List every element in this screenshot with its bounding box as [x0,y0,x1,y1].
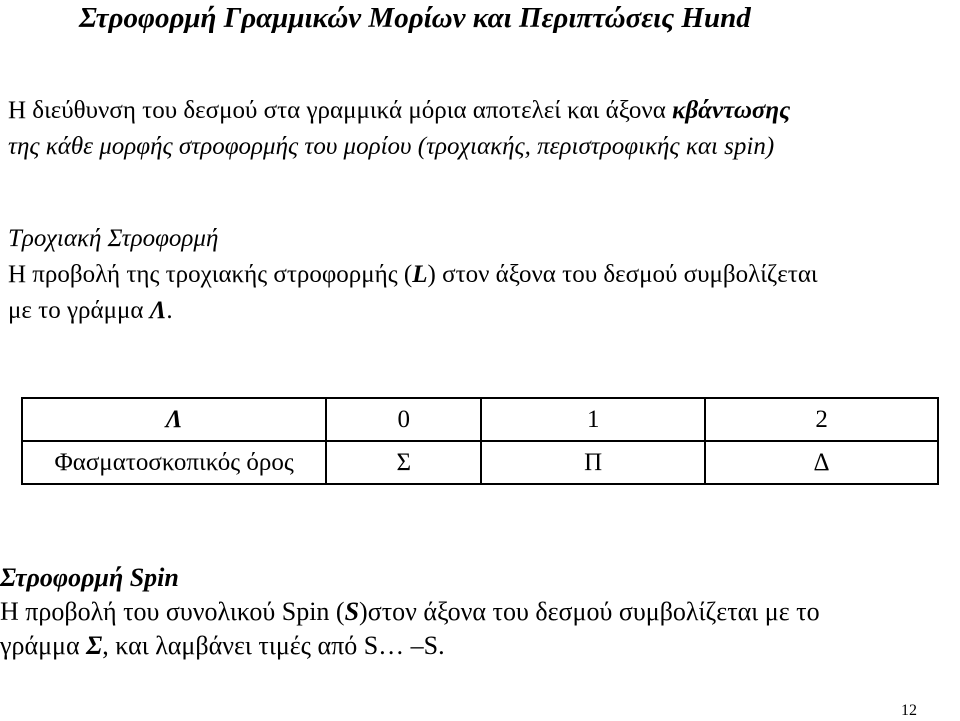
symbol-S: S [344,597,360,626]
page-number: 12 [901,702,917,719]
spin-text: γράμμα [0,631,87,660]
orbital-text: ) στον άξονα του δεσμού συμβολίζεται [427,261,818,288]
table-cell: Φασματοσκοπικός όρος [22,441,326,484]
intro-line-1 [8,93,790,129]
orbital-text: . [166,297,173,324]
symbol-L: L [412,261,428,288]
spin-section [0,561,820,663]
orbital-line-1 [8,257,818,293]
orbital-section [8,221,818,329]
orbital-heading: Τροχιακή Στροφορμή [8,225,219,252]
spectroscopic-terms-table [21,397,939,485]
spin-text: )στον άξονα του δεσμού συμβολίζεται με το [359,597,820,626]
table-cell: 2 [705,398,938,441]
intro-line-2: της κάθε μορφής στροφορμής του μορίου (τροχιακής, περιστροφικής και spin) [8,133,775,160]
quantization-term: κβάντωσης [672,97,791,124]
table-cell: 0 [326,398,481,441]
table-cell: Σ [326,441,481,484]
table-cell: Λ [22,398,326,441]
table-cell: Δ [705,441,938,484]
spin-text: Η προβολή του συνολικού Spin ( [0,597,345,626]
symbol-sigma: Σ [86,631,103,660]
orbital-line-2 [8,293,818,329]
spin-heading: Στροφορμή Spin [0,563,179,592]
orbital-text: με το γράμμα [8,297,150,324]
orbital-text: Η προβολή της τροχιακής στροφορμής ( [8,261,413,288]
page-title: Στροφορμή Γραμμικών Μορίων και Περιπτώσεις Hund [79,2,751,34]
table-row [22,441,938,484]
table-cell: Π [481,441,705,484]
intro-paragraph [8,93,790,165]
intro-text: Η διεύθυνση του δεσμού στα γραμμικά μόρια αποτελεί και άξονα [8,97,673,124]
spin-line-1 [0,595,820,629]
spin-text: , και λαμβάνει τιμές από S… –S. [102,631,445,660]
symbol-lambda: Λ [149,297,167,324]
table-row [22,398,938,441]
spin-line-2 [0,629,820,663]
table-cell: 1 [481,398,705,441]
